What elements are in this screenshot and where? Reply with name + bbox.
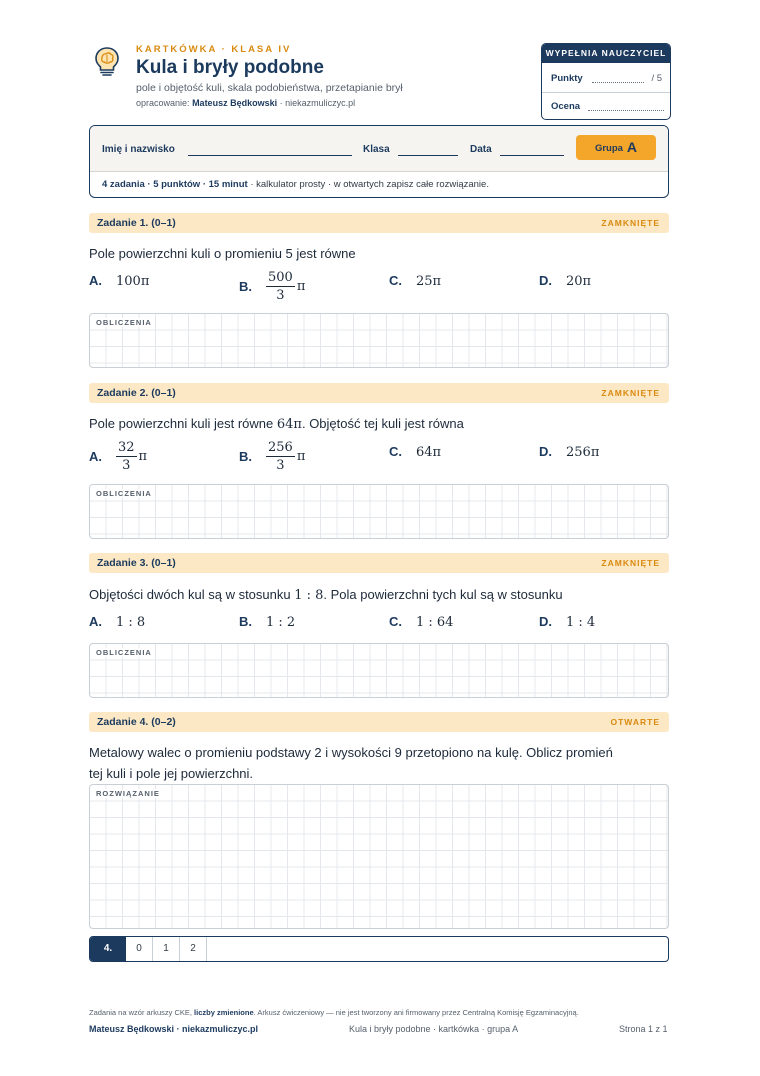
footer-page-number: Strona 1 z 1 bbox=[619, 1024, 668, 1034]
work-area-label: OBLICZENIA bbox=[96, 648, 152, 657]
question-text: . Objętość tej kuli jest równa bbox=[301, 416, 464, 431]
option-fraction bbox=[116, 439, 137, 474]
option-suffix: π bbox=[296, 279, 306, 294]
task-3-title: Zadanie 3. (0–1) bbox=[97, 557, 176, 569]
fraction-denominator: 3 bbox=[276, 288, 285, 303]
task-3-option-b[interactable] bbox=[239, 614, 295, 630]
work-area-label: OBLICZENIA bbox=[96, 318, 152, 327]
option-value: 20π bbox=[566, 274, 592, 289]
task-1-work-area[interactable] bbox=[89, 313, 669, 368]
question-text: Objętości dwóch kul są w stosunku bbox=[89, 587, 295, 602]
class-label: Klasa bbox=[363, 144, 390, 155]
footer-note bbox=[89, 1008, 579, 1017]
work-area-label: OBLICZENIA bbox=[96, 489, 152, 498]
points-field[interactable] bbox=[592, 82, 644, 83]
byline-prefix: opracowanie: bbox=[136, 98, 190, 108]
page-title: Kula i bryły podobne bbox=[136, 57, 324, 78]
question-math: 64π bbox=[276, 417, 302, 432]
task-3-question bbox=[89, 584, 679, 606]
task-1-question: Pole powierzchni kuli o promieniu 5 jest równe bbox=[89, 246, 356, 261]
task-1-option-b[interactable] bbox=[239, 269, 305, 304]
student-info-box bbox=[89, 125, 669, 198]
option-letter: C. bbox=[389, 444, 402, 459]
score-option-1[interactable]: 1 bbox=[153, 937, 180, 961]
grade-row[interactable] bbox=[551, 101, 662, 112]
test-info-rules: · kalkulator prosty · w otwartych zapisz całe rozwiązanie. bbox=[247, 179, 489, 190]
task-4-title: Zadanie 4. (0–2) bbox=[97, 716, 176, 728]
fraction-denominator: 3 bbox=[122, 458, 131, 473]
fraction-numerator: 256 bbox=[268, 440, 293, 455]
task-3-option-c[interactable] bbox=[389, 614, 453, 630]
lightbulb-brain-icon bbox=[90, 44, 124, 78]
task-4-question-line-2: tej kuli i pole jej powierzchni. bbox=[89, 766, 254, 781]
worksheet-eyebrow: KARTKÓWKA · KLASA IV bbox=[136, 44, 292, 55]
option-fraction bbox=[266, 269, 295, 304]
option-letter: B. bbox=[239, 449, 252, 464]
task-1-option-c[interactable] bbox=[389, 273, 441, 289]
grade-field[interactable] bbox=[588, 110, 664, 111]
option-value: 25π bbox=[416, 274, 442, 289]
test-info-row bbox=[90, 171, 668, 197]
task-2-question bbox=[89, 413, 679, 435]
author-name: Mateusz Będkowski bbox=[192, 98, 278, 108]
task-2-option-a[interactable] bbox=[89, 439, 147, 474]
option-fraction bbox=[266, 439, 295, 474]
footer-note-text: Zadania na wzór arkuszy CKE, bbox=[89, 1008, 195, 1017]
task-4-solution-area[interactable] bbox=[89, 784, 669, 929]
question-math: 1 : 8 bbox=[294, 588, 324, 603]
task-3-type-tag: ZAMKNIĘTE bbox=[601, 558, 660, 568]
option-letter: C. bbox=[389, 614, 402, 629]
option-letter: B. bbox=[239, 279, 252, 294]
task-1-option-d[interactable] bbox=[539, 273, 591, 289]
task-3-option-d[interactable] bbox=[539, 614, 595, 630]
name-field[interactable] bbox=[188, 155, 352, 156]
task-1-header bbox=[89, 213, 669, 233]
task-1-title: Zadanie 1. (0–1) bbox=[97, 217, 176, 229]
test-info-summary: 4 zadania · 5 punktów · 15 minut bbox=[102, 179, 248, 190]
fraction-numerator: 32 bbox=[118, 440, 135, 455]
teacher-box-heading: WYPEŁNIA NAUCZYCIEL bbox=[542, 44, 670, 63]
group-badge bbox=[576, 135, 656, 160]
task-2-option-c[interactable] bbox=[389, 444, 441, 460]
task-2-title: Zadanie 2. (0–1) bbox=[97, 387, 176, 399]
task-2-option-d[interactable] bbox=[539, 444, 599, 460]
score-option-0[interactable]: 0 bbox=[126, 937, 153, 961]
option-value: 1 : 2 bbox=[266, 615, 296, 630]
option-value: 1 : 4 bbox=[566, 615, 596, 630]
footer-worksheet-name: Kula i bryły podobne · kartkówka · grupa A bbox=[349, 1024, 519, 1034]
option-value: 1 : 64 bbox=[416, 615, 454, 630]
fraction-numerator: 500 bbox=[268, 270, 293, 285]
points-row[interactable] bbox=[551, 73, 662, 84]
option-value: 1 : 8 bbox=[116, 615, 146, 630]
option-letter: A. bbox=[89, 614, 102, 629]
group-label: Grupa bbox=[594, 143, 623, 154]
date-field[interactable] bbox=[500, 155, 564, 156]
task-2-work-area[interactable] bbox=[89, 484, 669, 539]
question-text: Pole powierzchni kuli jest równe bbox=[89, 416, 277, 431]
footer-note-emphasis: liczby zmienione bbox=[194, 1008, 254, 1017]
option-value: 100π bbox=[116, 274, 150, 289]
byline bbox=[136, 98, 355, 108]
score-option-2[interactable]: 2 bbox=[180, 937, 207, 961]
test-info bbox=[102, 179, 489, 190]
footer-note-text: . Arkusz ćwiczeniowy — nie jest tworzony ani firmowany przez Centralną Komisję Egzaminacyjną. bbox=[253, 1008, 579, 1017]
task-3-option-a[interactable] bbox=[89, 614, 145, 630]
option-letter: A. bbox=[89, 273, 102, 288]
score-task-number: 4. bbox=[90, 937, 126, 961]
points-label: Punkty bbox=[551, 73, 583, 84]
option-value: 64π bbox=[416, 445, 442, 460]
grade-label: Ocena bbox=[551, 101, 581, 112]
task-2-header bbox=[89, 383, 669, 403]
option-suffix: π bbox=[138, 449, 148, 464]
date-label: Data bbox=[470, 144, 492, 155]
task-3-work-area[interactable] bbox=[89, 643, 669, 698]
class-field[interactable] bbox=[398, 155, 458, 156]
task-2-type-tag: ZAMKNIĘTE bbox=[601, 388, 660, 398]
byline-site: · niekazmuliczyc.pl bbox=[277, 98, 356, 108]
footer-author: Mateusz Będkowski · niekazmuliczyc.pl bbox=[89, 1024, 259, 1034]
option-value: 256π bbox=[566, 445, 600, 460]
teacher-box bbox=[541, 43, 671, 120]
task-4-question-line-1: Metalowy walec o promieniu podstawy 2 i wysokości 9 przetopiono na kulę. Oblicz promień bbox=[89, 745, 613, 760]
task-1-option-a[interactable] bbox=[89, 273, 149, 289]
work-area-label: ROZWIĄZANIE bbox=[96, 789, 160, 798]
fraction-denominator: 3 bbox=[276, 458, 285, 473]
task-3-header bbox=[89, 553, 669, 573]
page-subtitle: pole i objętość kuli, skala podobieństwa, przetapianie brył bbox=[136, 82, 403, 94]
student-fields-row bbox=[90, 126, 668, 171]
option-letter: D. bbox=[539, 273, 552, 288]
task-2-option-b[interactable] bbox=[239, 439, 305, 474]
task-4-score-bar bbox=[89, 936, 669, 962]
option-letter: C. bbox=[389, 273, 402, 288]
option-letter: B. bbox=[239, 614, 252, 629]
task-4-header bbox=[89, 712, 669, 732]
points-max: / 5 bbox=[651, 73, 662, 84]
name-label: Imię i nazwisko bbox=[102, 144, 175, 155]
task-1-type-tag: ZAMKNIĘTE bbox=[601, 218, 660, 228]
option-suffix: π bbox=[296, 449, 306, 464]
task-4-type-tag: OTWARTE bbox=[610, 717, 660, 727]
option-letter: D. bbox=[539, 614, 552, 629]
teacher-box-divider bbox=[542, 92, 670, 93]
group-letter: A bbox=[626, 139, 638, 155]
question-text: . Pola powierzchni tych kul są w stosunku bbox=[323, 587, 563, 602]
option-letter: D. bbox=[539, 444, 552, 459]
option-letter: A. bbox=[89, 449, 102, 464]
